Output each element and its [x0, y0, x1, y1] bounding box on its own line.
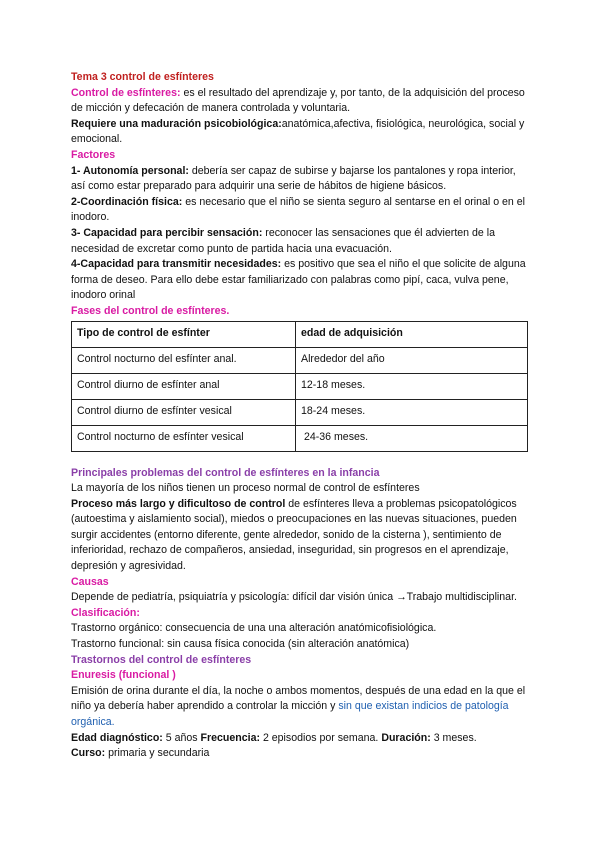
- frecuencia-text: 2 episodios por semana.: [260, 731, 382, 744]
- table-row: [72, 425, 528, 451]
- problemas-text: de esfínteres lleva a problemas psicopatológicos (autoestima y aislamiento social), miedos o preocupaciones en las nuevas situaciones, pueden surgir accidentes (entorno diferente, gente alrededor, sonido de la cisterna ), sentimiento de inferioridad, rechazo de compañeros, ansiedad, inseguridad, sin progresos en el aprendizaje, depresión y agresividad.: [71, 497, 517, 573]
- factor-item: [71, 164, 531, 195]
- table-cell: Control diurno de esfínter anal: [72, 373, 296, 399]
- factor-item: [71, 195, 531, 226]
- table-row: [72, 373, 528, 399]
- problemas-label: Proceso más largo y dificultoso de control: [71, 497, 286, 510]
- clasificacion-heading: Clasificación:: [71, 606, 140, 619]
- table-row: [72, 399, 528, 425]
- table-row: [72, 347, 528, 373]
- causas-text: Depende de pediatría, psiquiatría y psicología: difícil dar visión única →Trabajo multidisciplinar.: [71, 591, 517, 604]
- table-cell: Alrededor del año: [296, 347, 528, 373]
- factor-label: 2-Coordinación física:: [71, 195, 183, 208]
- factor-text: es necesario que el niño se sienta seguro al sentarse en el orinal o en el inodoro.: [71, 195, 526, 224]
- factor-text: debería ser capaz de subirse y bajarse los pantalones y ropa interior, así como estar preparado para adquirir una serie de hábitos de higiene básicos.: [71, 164, 516, 193]
- definition-term: Control de esfínteres:: [71, 86, 181, 99]
- table-cell: Control nocturno del esfínter anal.: [72, 347, 296, 373]
- factores-heading: Factores: [71, 148, 116, 161]
- problemas-intro: La mayoría de los niños tienen un proceso normal de control de esfínteres: [71, 482, 420, 495]
- table-cell: 18-24 meses.: [296, 399, 528, 425]
- enuresis-heading: Enuresis (funcional ): [71, 669, 176, 682]
- enuresis-highlight: sin que existan indicios de patología orgánica.: [71, 700, 509, 728]
- factor-item: [71, 257, 531, 304]
- document-title: Tema 3 control de esfínteres: [71, 71, 214, 83]
- factor-text: reconocer las sensaciones que él advierten de la necesidad de excretar como punto de partida hacia una evacuación.: [71, 226, 495, 255]
- factor-text: es positivo que sea el niño el que solicite de alguna forma de deseo. Para ello debe estar familiarizado con palabras como pipí, caca, vulva pene, inodoro orinal: [71, 258, 526, 302]
- table-cell: 12-18 meses.: [296, 373, 528, 399]
- clasificacion-item: Trastorno orgánico: consecuencia de una una alteración anatómicofisiológica.: [71, 622, 437, 635]
- fases-heading: Fases del control de esfínteres.: [71, 304, 230, 317]
- factor-label: 4-Capacidad para transmitir necesidades:: [71, 258, 282, 271]
- enuresis-text: Emisión de orina durante el día, la noche o ambos momentos, después de una edad en la que el niño ya debería haber aprendido a controlar la micción y: [71, 684, 526, 713]
- table-cell: 24-36 meses.: [296, 425, 528, 451]
- causas-heading: Causas: [71, 575, 109, 588]
- curso-line: [71, 746, 531, 762]
- maduracion-text: anatómica,afectiva, fisiológica, neurológica, social y emocional.: [71, 117, 525, 146]
- duracion-text: 3 meses.: [430, 731, 477, 744]
- factor-label: 3- Capacidad para percibir sensación:: [71, 226, 263, 239]
- edad-label: Edad diagnóstico:: [71, 731, 163, 744]
- enuresis-paragraph: [71, 684, 531, 731]
- problemas-heading: Principales problemas del control de esfínteres en la infancia: [71, 466, 380, 479]
- table-header-row: [72, 321, 528, 347]
- edad-text: 5 años: [162, 731, 201, 744]
- table-cell: Control nocturno de esfínter vesical: [72, 425, 296, 451]
- fases-table: [71, 321, 528, 452]
- curso-text: primaria y secundaria: [105, 747, 210, 760]
- diagnostico-line: [71, 731, 531, 747]
- clasificacion-item: Trastorno funcional: sin causa física conocida (sin alteración anatómica): [71, 638, 410, 651]
- table-header-cell: edad de adquisición: [296, 321, 528, 347]
- table-header-cell: Tipo de control de esfínter: [72, 321, 296, 347]
- duracion-label: Duración:: [381, 731, 431, 744]
- maduracion-label: Requiere una maduración psicobiológica:: [71, 117, 282, 130]
- curso-label: Curso:: [71, 747, 106, 760]
- frecuencia-label: Frecuencia:: [200, 731, 260, 744]
- maduracion-paragraph: [71, 117, 531, 148]
- factor-label: 1- Autonomía personal:: [71, 164, 189, 177]
- definition-paragraph: [71, 86, 531, 117]
- table-cell: Control diurno de esfínter vesical: [72, 399, 296, 425]
- problemas-paragraph: [71, 497, 531, 575]
- trastornos-heading: Trastornos del control de esfínteres: [71, 653, 252, 666]
- definition-text: es el resultado del aprendizaje y, por tanto, de la adquisición del proceso de micción y defecación de manera controlada y voluntaria.: [71, 86, 525, 115]
- factor-item: [71, 226, 531, 257]
- document-page: [71, 70, 531, 762]
